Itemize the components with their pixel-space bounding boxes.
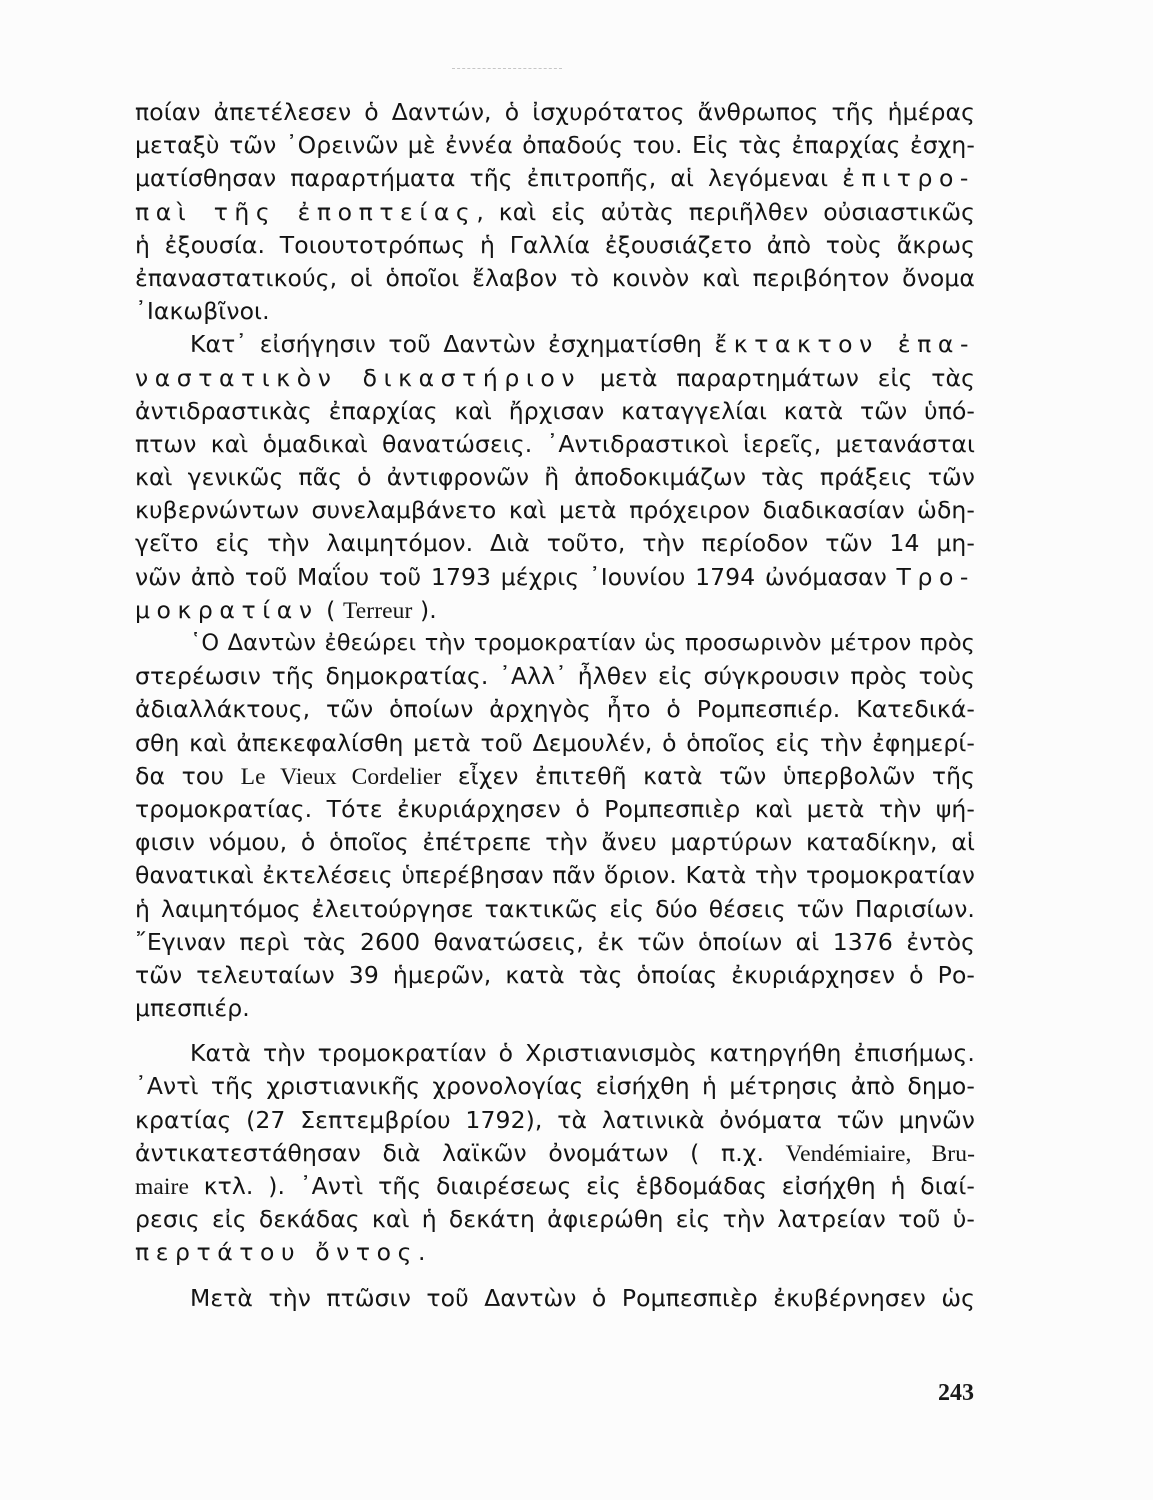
text-line: κρατίας (27 Σεπτεμβρίου 1792), τὰ λατινικὰ ὀνόματα τῶν μηνῶν bbox=[135, 1105, 975, 1134]
text-line: ναστατικὸν δικαστήριον μετὰ παραρτημάτων εἰς τὰς bbox=[135, 363, 975, 392]
emphasized-term: ναστατικὸν δικαστήριον bbox=[135, 363, 582, 392]
text-line: ἀντιδραστικὰς ἐπαρχίας καὶ ἤρχισαν καταγγελίαι κατὰ τῶν ὑπό- bbox=[135, 396, 975, 425]
text-line: στερέωσιν τῆς δημοκρατίας. ᾿Αλλ᾿ ἦλθεν εἰς σύγκρουσιν πρὸς τοὺς bbox=[135, 662, 975, 691]
text-line: ἀδιαλλάκτους, τῶν ὁποίων ἀρχηγὸς ἦτο ὁ Ρομπεσπιέρ. Κατεδικά- bbox=[135, 695, 975, 724]
text-line: ἡ λαιμητόμος ἐλειτούργησε τακτικῶς εἰς δύο θέσεις τῶν Παρισίων. bbox=[135, 894, 975, 923]
text-line: κυβερνώντων συνελαμβάνετο καὶ μετὰ πρόχειρον διαδικασίαν ὡδη- bbox=[135, 496, 975, 525]
text-line: ῎Εγιναν περὶ τὰς 2600 θανατώσεις, ἐκ τῶν ὁποίων αἱ 1376 ἐντὸς bbox=[135, 927, 975, 956]
text-line: ᾿Αντὶ τῆς χριστιανικῆς χρονολογίας εἰσήχθη ἡ μέτρησις ἀπὸ δημο- bbox=[135, 1072, 975, 1101]
text-line: ἐπαναστατικούς, οἱ ὁποῖοι ἔλαβον τὸ κοινὸν καὶ περιβόητον ὄνομα bbox=[135, 263, 975, 292]
text-line: νῶν ἀπὸ τοῦ Μαΐου τοῦ 1793 μέχρις ᾿Ιουνίου 1794 ὠνόμασαν Τρο- bbox=[135, 562, 975, 591]
text-line: ποίαν ἀπετέλεσεν ὁ Δαντών, ὁ ἰσχυρότατος ἄνθρωπος τῆς ἡμέρας bbox=[135, 98, 975, 126]
text-line: περτάτου ὄντος. bbox=[135, 1238, 426, 1267]
latin-term: Vendémiaire, Bru- bbox=[785, 1140, 975, 1167]
text-line: ᾿Ιακωβῖνοι. bbox=[135, 297, 270, 326]
emphasized-term: Τρο- bbox=[896, 562, 975, 591]
text-line: σθη καὶ ἀπεκεφαλίσθη μετὰ τοῦ Δεμουλέν, ὁ ὁποῖος εἰς τὴν ἐφημερί- bbox=[135, 728, 975, 757]
latin-term: Le Vieux Cordelier bbox=[240, 763, 442, 790]
text-line: καὶ γενικῶς πᾶς ὁ ἀντιφρονῶν ἢ ἀποδοκιμάζων τὰς πράξεις τῶν bbox=[135, 463, 975, 492]
text-line: Μετὰ τὴν πτῶσιν τοῦ Δαντὼν ὁ Ρομπεσπιὲρ ἐκυβέρνησεν ὡς bbox=[190, 1283, 975, 1312]
text-line: μπεσπιέρ. bbox=[135, 994, 250, 1023]
text-line: μοκρατίαν ( Terreur ). bbox=[135, 595, 437, 624]
body-text bbox=[135, 96, 975, 1315]
emphasized-term: ἔκτακτον ἐπα- bbox=[714, 330, 975, 359]
text-line: ἡ ἐξουσία. Τοιουτοτρόπως ἡ Γαλλία ἐξουσιάζετο ἀπὸ τοὺς ἄκρως bbox=[135, 230, 975, 259]
latin-term: Terreur bbox=[342, 597, 413, 624]
text-line: παὶ τῆς ἐποπτείας, καὶ εἰς αὐτὰς περιῆλθεν οὐσιαστικῶς bbox=[135, 197, 975, 226]
text-line: φισιν νόμου, ὁ ὁποῖος ἐπέτρεπε τὴν ἄνευ μαρτύρων καταδίκην, αἱ bbox=[135, 828, 975, 857]
text-line: τῶν τελευταίων 39 ἡμερῶν, κατὰ τὰς ὁποίας ἐκυριάρχησεν ὁ Ρο- bbox=[135, 960, 975, 989]
text-line: maire κτλ. ). ᾿Αντὶ τῆς διαιρέσεως εἰς ἑβδομάδας εἰσήχθη ἡ διαί- bbox=[135, 1172, 975, 1200]
text-line: τρομοκρατίας. Τότε ἐκυριάρχησεν ὁ Ρομπεσπιὲρ καὶ μετὰ τὴν ψή- bbox=[135, 794, 975, 823]
text-line: Κατὰ τὴν τρομοκρατίαν ὁ Χριστιανισμὸς κατηργήθη ἐπισήμως. bbox=[190, 1039, 975, 1068]
emphasized-term: περτάτου ὄντος bbox=[135, 1238, 418, 1267]
text-line: πτων καὶ ὁμαδικαὶ θανατώσεις. ᾿Αντιδραστικοὶ ἱερεῖς, μετανάσται bbox=[135, 429, 975, 458]
scan-mark bbox=[452, 68, 562, 71]
emphasized-term: παὶ τῆς ἐποπτείας bbox=[135, 197, 477, 226]
emphasized-term: μοκρατίαν bbox=[135, 595, 319, 624]
text-line: ἀντικατεστάθησαν διὰ λαϊκῶν ὀνομάτων ( π.χ. Vendémiaire, Bru- bbox=[135, 1138, 975, 1167]
text-line: Κατ᾿ εἰσήγησιν τοῦ Δαντὼν ἐσχηματίσθη ἔκτακτον ἐπα- bbox=[190, 330, 975, 359]
text-line: ῾Ο Δαντὼν ἐθεώρει τὴν τρομοκρατίαν ὡς προσωρινὸν μέτρον πρὸς bbox=[190, 630, 975, 656]
latin-term: maire bbox=[135, 1174, 189, 1200]
page-number: 243 bbox=[938, 1380, 974, 1406]
text-line: θανατικαὶ ἐκτελέσεις ὑπερέβησαν πᾶν ὅριον. Κατὰ τὴν τρομοκρατίαν bbox=[135, 861, 975, 890]
text-line: ρεσις εἰς δεκάδας καὶ ἡ δεκάτη ἀφιερώθη εἰς τὴν λατρείαν τοῦ ὑ- bbox=[135, 1205, 975, 1234]
text-line: μεταξὺ τῶν ᾿Ορεινῶν μὲ ἐννέα ὀπαδούς του. Εἰς τὰς ἐπαρχίας ἐσχη- bbox=[135, 131, 975, 160]
text-line: γεῖτο εἰς τὴν λαιμητόμον. Διὰ τοῦτο, τὴν περίοδον τῶν 14 μη- bbox=[135, 529, 975, 558]
text-line: ματίσθησαν παραρτήματα τῆς ἐπιτροπῆς, αἱ λεγόμεναι ἐπιτρο- bbox=[135, 164, 975, 193]
text-line: δα του Le Vieux Cordelier εἶχεν ἐπιτεθῆ κατὰ τῶν ὑπερβολῶν τῆς bbox=[135, 761, 975, 790]
emphasized-term: ἐπιτρο- bbox=[842, 164, 975, 193]
